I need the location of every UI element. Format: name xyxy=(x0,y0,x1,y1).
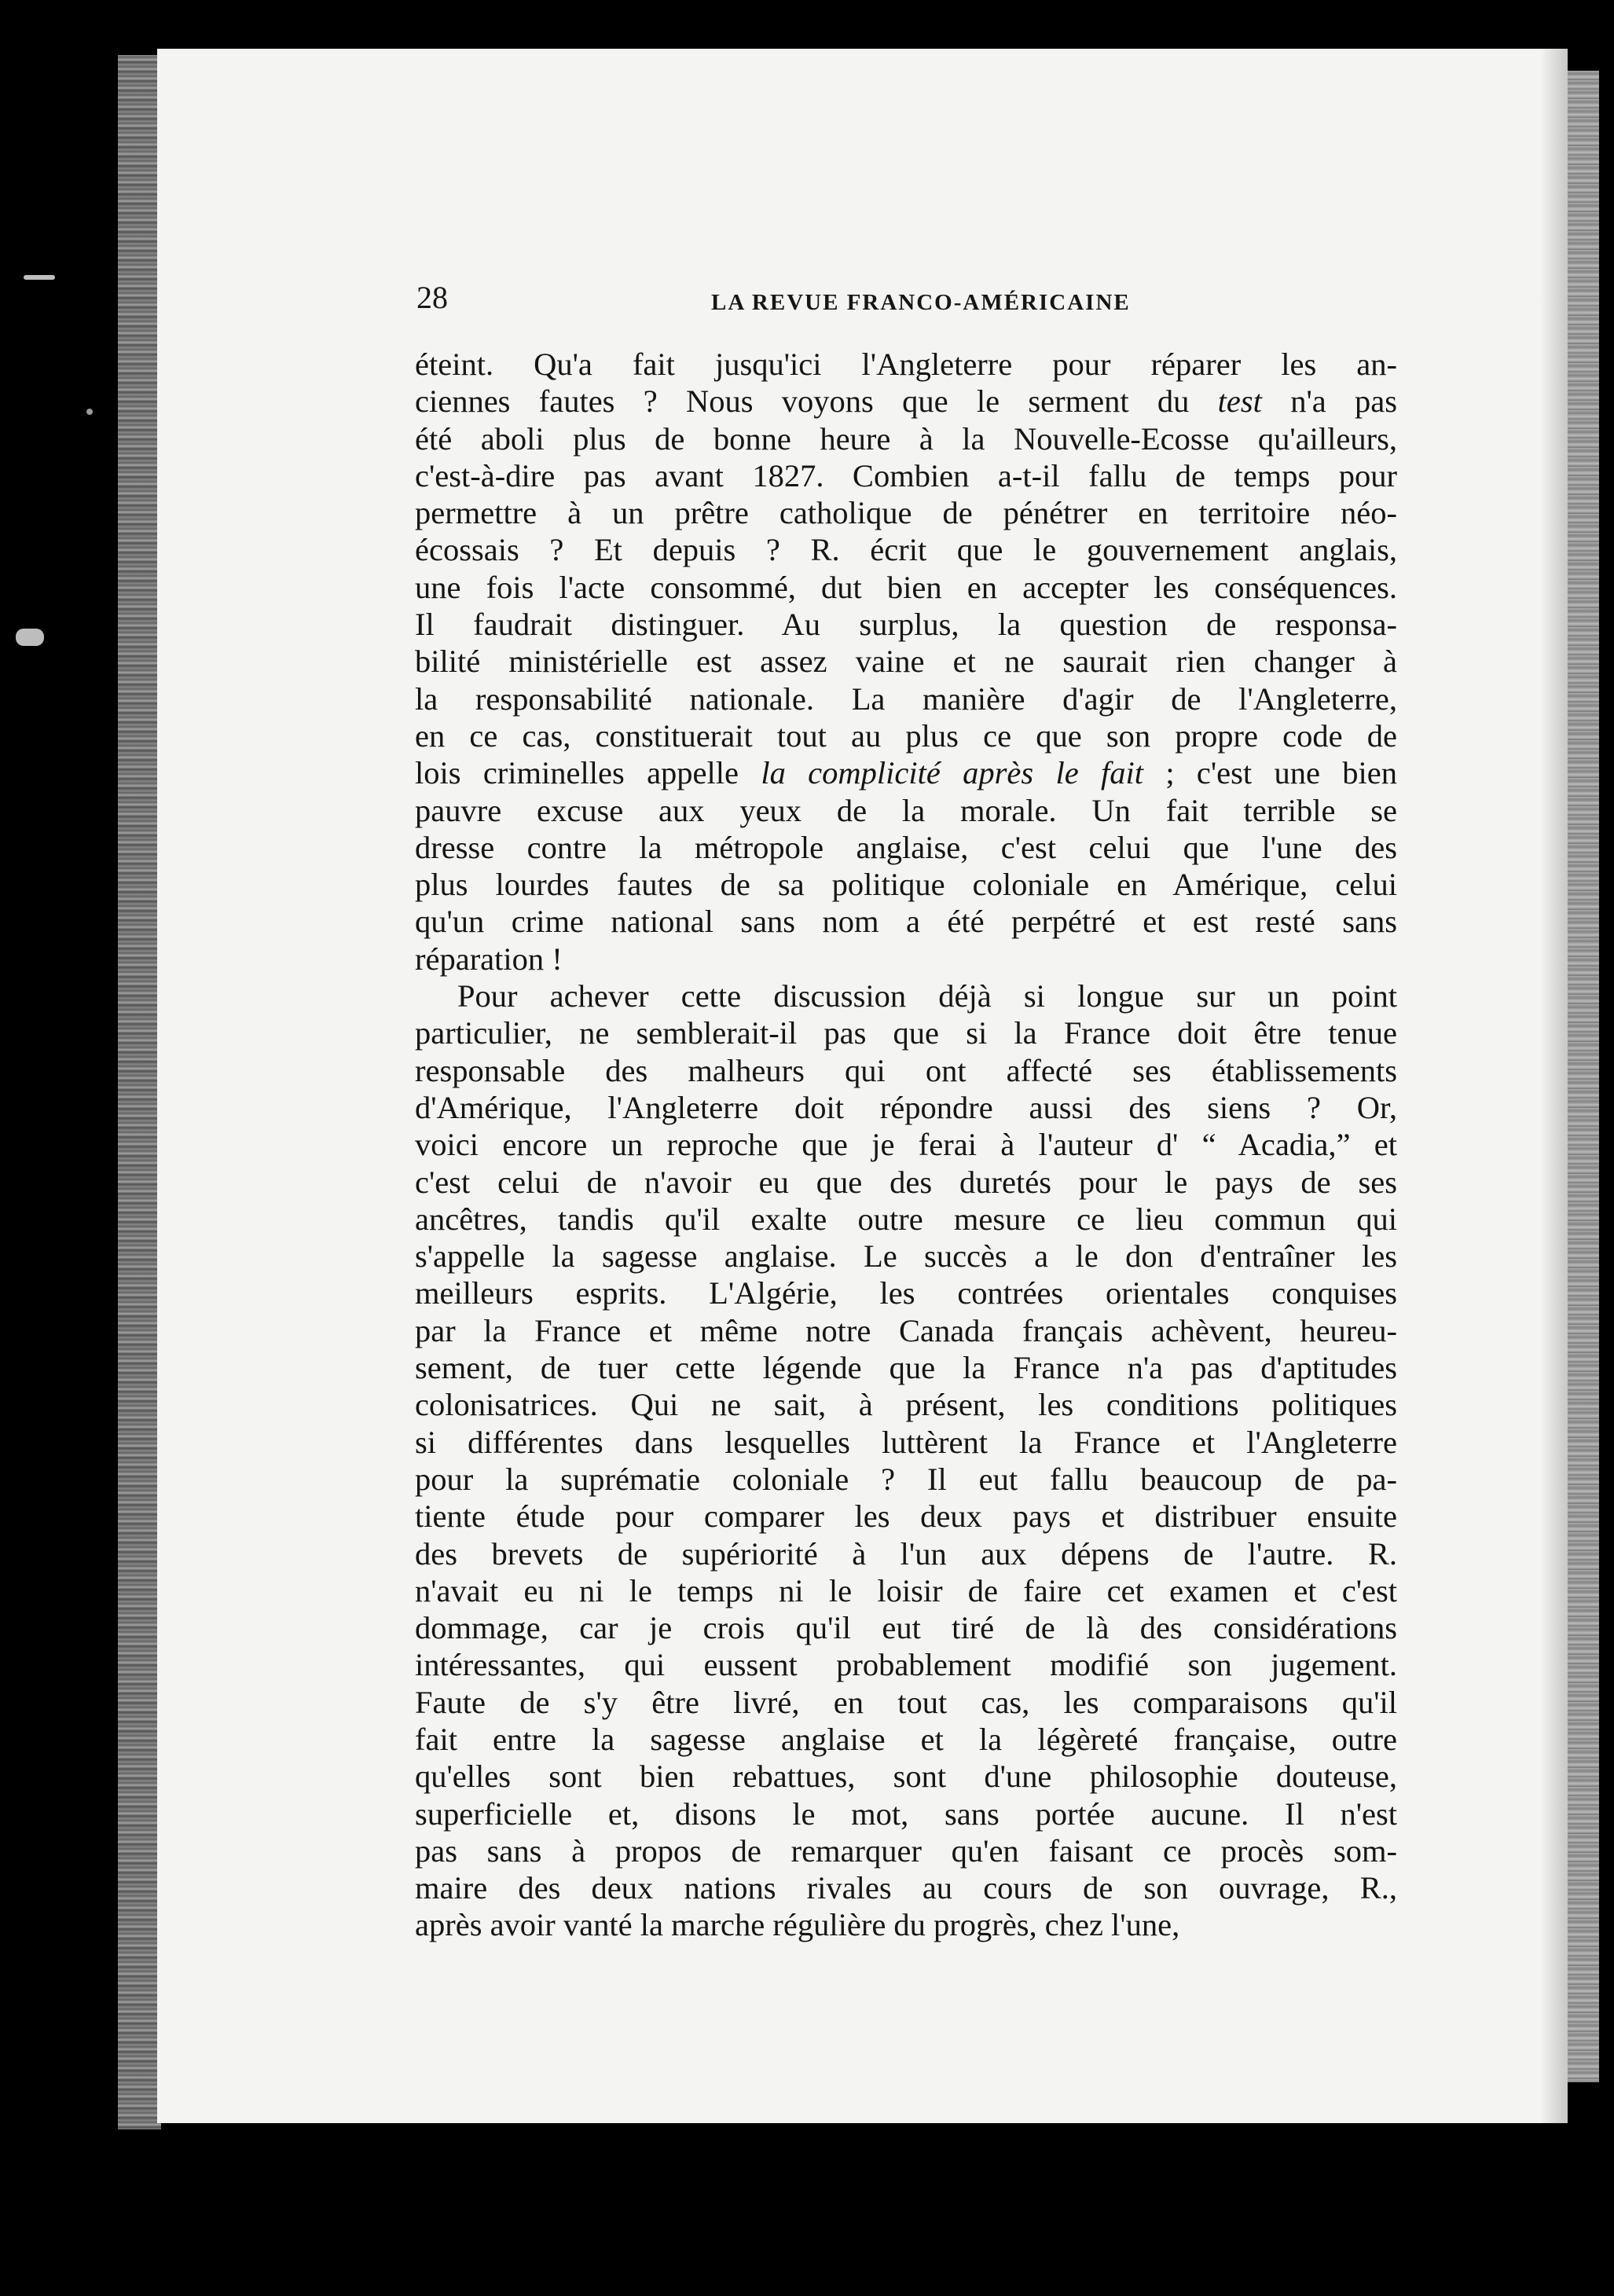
text-line: Pour achever cette discussion déjà si longue sur un point xyxy=(457,978,1397,1014)
text-line: colonisatrices. Qui ne sait, à présent, les conditions politiques xyxy=(415,1387,1397,1423)
scan-artifact xyxy=(86,409,93,415)
text-line: réparation ! xyxy=(415,941,563,977)
text-line: qu'un crime national sans nom a été perpétré et est resté sans xyxy=(415,904,1397,940)
text-line: tiente étude pour comparer les deux pays et distribuer ensuite xyxy=(415,1498,1397,1535)
text-line: des brevets de supériorité à l'un aux dépens de l'autre. R. xyxy=(415,1535,1397,1572)
text-line: particulier, ne semblerait-il pas que si la France doit être tenue xyxy=(415,1015,1397,1051)
text-line: après avoir vanté la marche régulière du progrès, chez l'une, xyxy=(415,1907,1180,1943)
text-line: éteint. Qu'a fait jusqu'ici l'Angleterre pour réparer les an- xyxy=(415,347,1397,382)
text-line: plus lourdes fautes de sa politique coloniale en Amérique, celui xyxy=(415,867,1397,903)
scan-artifact xyxy=(24,275,55,280)
text-line: Faute de s'y être livré, en tout cas, les comparaisons qu'il xyxy=(415,1684,1397,1720)
text-line: n'avait eu ni le temps ni le loisir de faire cet examen et c'est xyxy=(415,1572,1397,1608)
text-line: responsable des malheurs qui ont affecté ses établissements xyxy=(415,1052,1397,1088)
page-gutter-shadow xyxy=(1540,49,1568,2123)
text-line: permettre à un prêtre catholique de pénétrer en territoire néo- xyxy=(415,495,1397,531)
text-line: voici encore un reproche que je ferai à l'auteur d' “ Acadia,” et xyxy=(415,1127,1397,1163)
text-line: écossais ? Et depuis ? R. écrit que le gouvernement anglais, xyxy=(415,532,1397,568)
text-line: sement, de tuer cette légende que la France n'a pas d'aptitudes xyxy=(415,1350,1397,1386)
text-line: par la France et même notre Canada français achèvent, heureu- xyxy=(415,1312,1397,1348)
text-line: fait entre la sagesse anglaise et la légèreté française, outre xyxy=(415,1721,1397,1757)
text-line: maire des deux nations rivales au cours de son ouvrage, R., xyxy=(415,1870,1397,1906)
text-line: pour la suprématie coloniale ? Il eut fallu beaucoup de pa- xyxy=(415,1461,1397,1497)
text-line: dresse contre la métropole anglaise, c'est celui que l'une des xyxy=(415,829,1397,865)
text-line: meilleurs esprits. L'Algérie, les contrées orientales conquises xyxy=(415,1275,1397,1311)
text-line: c'est-à-dire pas avant 1827. Combien a-t-il fallu de temps pour xyxy=(415,457,1397,493)
page-header xyxy=(416,279,1454,326)
text-line: pas sans à propos de remarquer qu'en faisant ce procès som- xyxy=(415,1832,1397,1869)
text-line: c'est celui de n'avoir eu que des duretés pour le pays de ses xyxy=(415,1164,1397,1200)
text-line: la responsabilité nationale. La manière d'agir de l'Angleterre, xyxy=(415,680,1397,717)
text-line: Il faudrait distinguer. Au surplus, la question de responsa- xyxy=(415,607,1397,643)
text-line: si différentes dans lesquelles luttèrent la France et l'Angleterre xyxy=(415,1424,1397,1460)
text-line: ciennes fautes ? Nous voyons que le serment du test n'a pas xyxy=(415,383,1397,420)
text-line: s'appelle la sagesse anglaise. Le succès a le don d'entraîner les xyxy=(415,1238,1397,1275)
text-line: d'Amérique, l'Angleterre doit répondre aussi des siens ? Or, xyxy=(415,1089,1397,1125)
text-line: dommage, car je crois qu'il eut tiré de là des considérations xyxy=(415,1610,1397,1646)
text-line: pauvre excuse aux yeux de la morale. Un fait terrible se xyxy=(415,792,1397,828)
text-line: en ce cas, constituerait tout au plus ce que son propre code de xyxy=(415,717,1397,754)
text-line: lois criminelles appelle la complicité après le fait ; c'est une bien xyxy=(415,755,1398,791)
book-edge-left xyxy=(118,55,161,2129)
page-number: 28 xyxy=(416,280,448,315)
text-line: une fois l'acte consommé, dut bien en accepter les conséquences. xyxy=(415,569,1397,605)
running-title: LA REVUE FRANCO-AMÉRICAINE xyxy=(711,290,1131,315)
text-line: bilité ministérielle est assez vaine et ne saurait rien changer à xyxy=(415,644,1397,680)
text-line: ancêtres, tandis qu'il exalte outre mesure ce lieu commun qui xyxy=(415,1201,1397,1237)
text-line: qu'elles sont bien rebattues, sont d'une philosophie douteuse, xyxy=(415,1759,1397,1795)
text-line: superficielle et, disons le mot, sans portée aucune. Il n'est xyxy=(415,1795,1397,1832)
book-edge-right xyxy=(1568,71,1599,2082)
body-text xyxy=(415,346,1397,1944)
scan-artifact xyxy=(16,629,44,646)
text-line: intéressantes, qui eussent probablement modifié son jugement. xyxy=(415,1647,1397,1683)
text-line: été aboli plus de bonne heure à la Nouvelle-Ecosse qu'ailleurs, xyxy=(415,420,1397,457)
